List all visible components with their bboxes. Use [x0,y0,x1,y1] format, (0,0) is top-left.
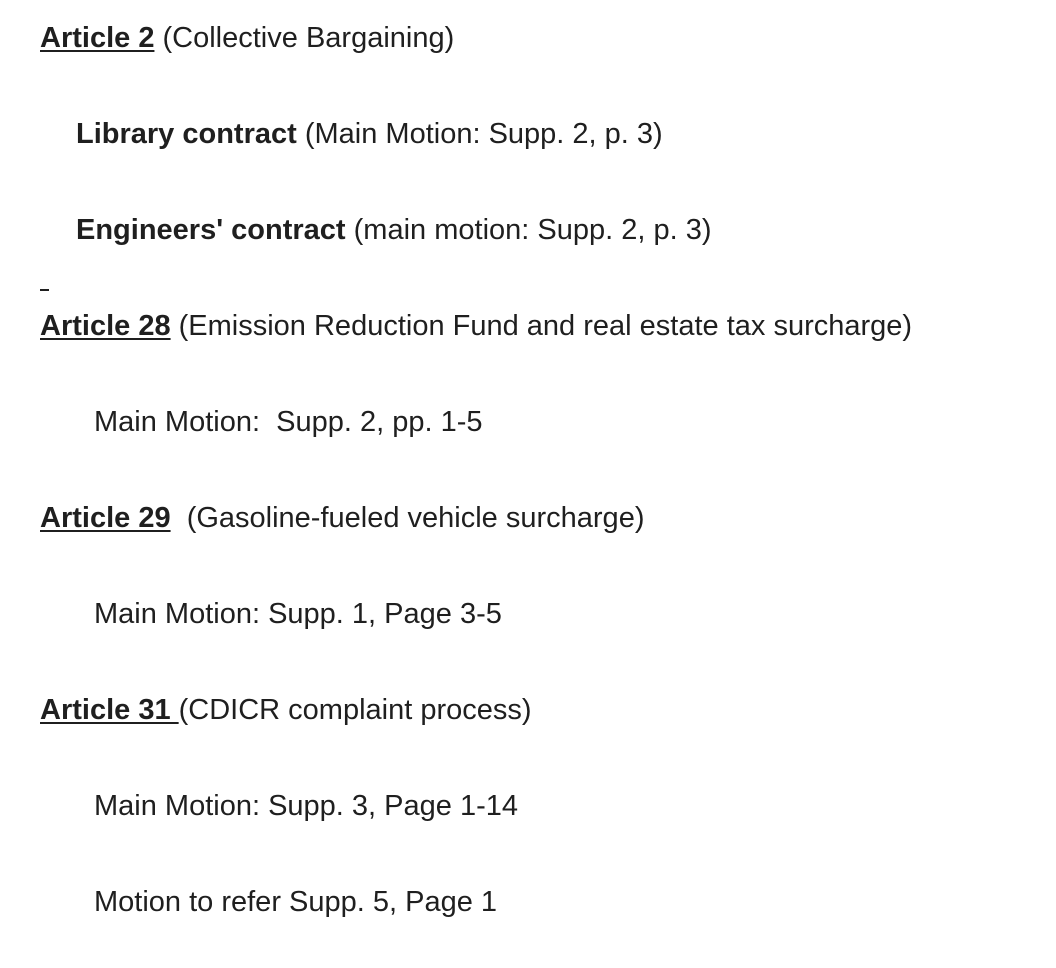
article-31-description: (CDICR complaint process) [178,694,532,726]
separator-dash [40,289,49,291]
article-28-link[interactable]: Article 28 [40,310,171,342]
article-2-description: (Collective Bargaining) [154,22,455,54]
article-28-main-motion: Main Motion: Supp. 2, pp. 1-5 [94,406,483,438]
article-2-link[interactable]: Article 2 [40,22,155,54]
engineers-contract-item [76,213,712,247]
engineers-contract-label: Engineers' contract [76,214,346,246]
article-29-description: (Gasoline-fueled vehicle surcharge) [170,502,645,534]
article-31-heading [40,693,532,727]
library-contract-label: Library contract [76,118,297,150]
library-contract-item [76,117,663,151]
article-28-description: (Emission Reduction Fund and real estate tax surcharge) [170,310,913,342]
article-31-link[interactable]: Article 31 [40,694,179,726]
article-28-heading [40,309,912,343]
engineers-contract-motion: (main motion: Supp. 2, p. 3) [345,214,712,246]
article-29-main-motion: Main Motion: Supp. 1, Page 3-5 [94,598,502,630]
article-29-heading [40,501,644,535]
article-31-main-motion: Main Motion: Supp. 3, Page 1-14 [94,790,518,822]
article-31-refer-motion: Motion to refer Supp. 5, Page 1 [94,886,498,918]
article-2-heading [40,21,454,55]
article-29-link[interactable]: Article 29 [40,502,171,534]
library-contract-motion: (Main Motion: Supp. 2, p. 3) [296,118,663,150]
